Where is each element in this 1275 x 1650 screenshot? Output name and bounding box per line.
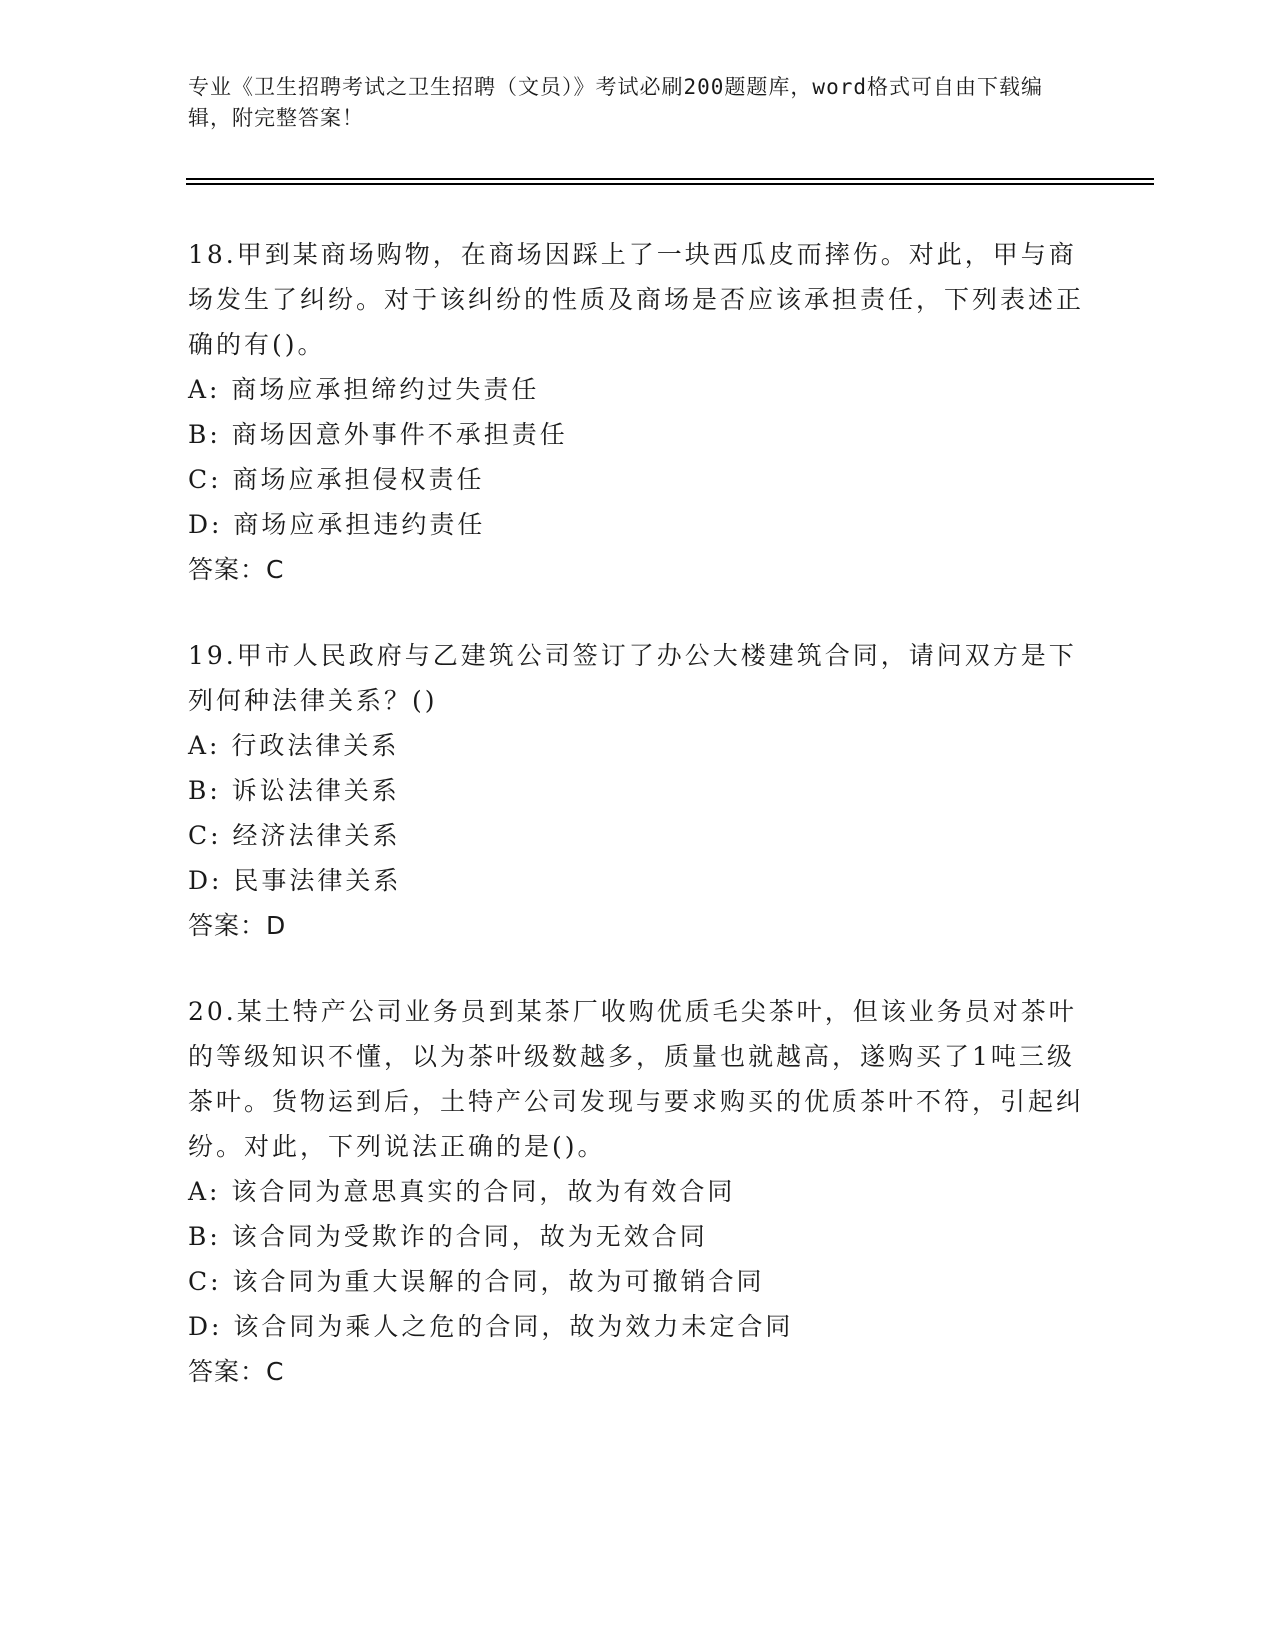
option-d: D: 民事法律关系 — [188, 866, 402, 895]
question-stem: 20.某土特产公司业务员到某茶厂收购优质毛尖茶叶，但该业务员对茶叶的等级知识不懂，以为茶叶级数越多，质量也就越高，遂购买了1吨三级茶叶。货物运到后，土特产公司发现与要求购买的优质茶叶不符，引起纠纷。对此，下列说法正确的是()。 — [188, 997, 1085, 1161]
answer-line: 答案：D — [188, 911, 287, 940]
option-a: A: 商场应承担缔约过失责任 — [188, 375, 540, 404]
option-b: B: 商场因意外事件不承担责任 — [188, 420, 568, 449]
header-divider-bottom — [186, 183, 1154, 185]
question-19 — [188, 633, 1088, 949]
header-divider-top — [186, 178, 1154, 180]
answer-line: 答案：C — [188, 555, 285, 584]
question-stem: 19.甲市人民政府与乙建筑公司签订了办公大楼建筑合同，请问双方是下列何种法律关系？() — [188, 641, 1077, 715]
option-c: C: 该合同为重大误解的合同，故为可撤销合同 — [188, 1267, 765, 1296]
option-b: B: 该合同为受欺诈的合同，故为无效合同 — [188, 1222, 708, 1251]
question-18 — [188, 232, 1088, 593]
document-header: 专业《卫生招聘考试之卫生招聘（文员）》考试必刷200题题库，word格式可自由下载编辑，附完整答案！ — [188, 75, 1043, 130]
question-list — [188, 232, 1088, 1435]
answer-line: 答案：C — [188, 1357, 285, 1386]
option-a: A: 该合同为意思真实的合同，故为有效合同 — [188, 1177, 736, 1206]
option-d: D: 商场应承担违约责任 — [188, 510, 486, 539]
question-stem: 18.甲到某商场购物，在商场因踩上了一块西瓜皮而摔伤。对此，甲与商场发生了纠纷。对于该纠纷的性质及商场是否应该承担责任，下列表述正确的有()。 — [188, 240, 1085, 359]
option-c: C: 商场应承担侵权责任 — [188, 465, 485, 494]
option-d: D: 该合同为乘人之危的合同，故为效力未定合同 — [188, 1312, 794, 1341]
option-c: C: 经济法律关系 — [188, 821, 401, 850]
question-20 — [188, 989, 1088, 1395]
option-a: A: 行政法律关系 — [188, 731, 400, 760]
option-b: B: 诉讼法律关系 — [188, 776, 400, 805]
